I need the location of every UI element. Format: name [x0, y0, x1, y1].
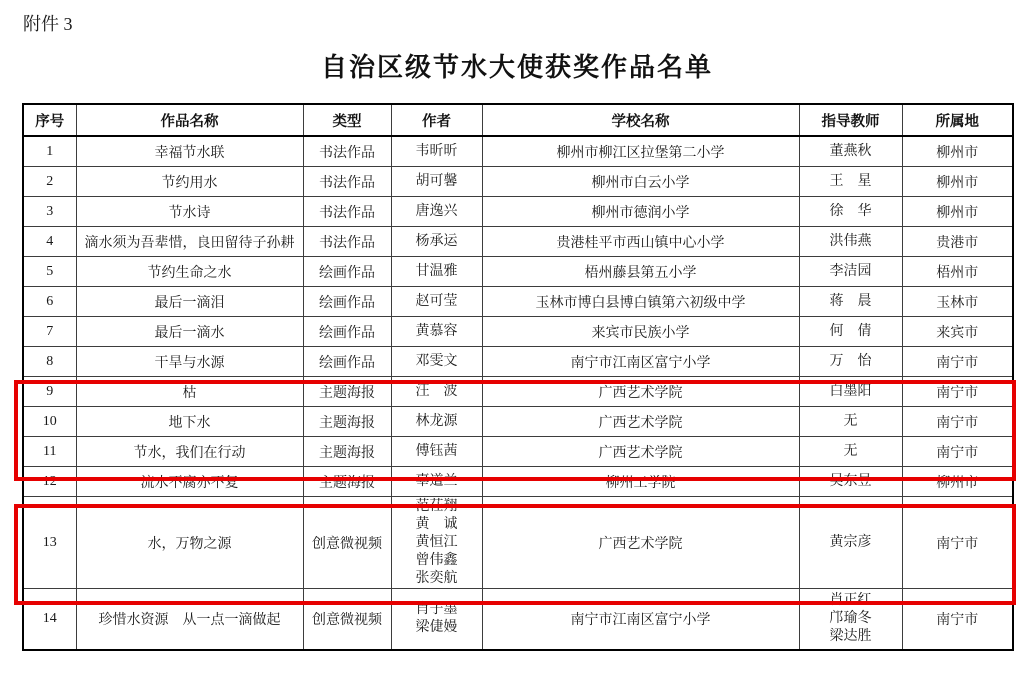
- work-title-cell: 珍惜水资源 从一点一滴做起: [76, 589, 303, 651]
- work-type-cell: 书法作品: [303, 167, 391, 197]
- school-name-cell: 南宁市江南区富宁小学: [482, 347, 799, 377]
- teachers-cell-line: 无: [843, 443, 858, 459]
- work-title-cell: 水，万物之源: [76, 497, 303, 589]
- work-type-cell: 主题海报: [303, 467, 391, 497]
- row-number-cell: 4: [23, 227, 76, 257]
- authors-cell: [391, 437, 482, 467]
- row-number-cell: 2: [23, 167, 76, 197]
- work-type-cell: 主题海报: [303, 437, 391, 467]
- location-cell: 柳州市: [902, 197, 1013, 227]
- authors-cell: [391, 377, 482, 407]
- teachers-cell-line: 黄宗彦: [829, 534, 872, 550]
- teachers-cell: [799, 287, 902, 317]
- teachers-cell-line: 白墨阳: [829, 383, 872, 399]
- authors-cell-line: 邓雯文: [415, 353, 458, 369]
- authors-cell: [391, 136, 482, 167]
- table-row: [23, 497, 1013, 589]
- column-header-1: 作品名称: [76, 104, 303, 136]
- location-cell: 南宁市: [902, 437, 1013, 467]
- teachers-cell-line: 洪伟燕: [829, 233, 872, 249]
- table-body: [23, 136, 1013, 650]
- teachers-cell-line: 王 星: [829, 173, 872, 189]
- work-type-cell: 主题海报: [303, 407, 391, 437]
- school-name-cell: 玉林市博白县博白镇第六初级中学: [482, 287, 799, 317]
- authors-cell-line: 韦昕昕: [415, 143, 458, 159]
- column-header-5: 指导教师: [799, 104, 902, 136]
- teachers-cell-line: 吴东昱: [829, 473, 872, 489]
- location-cell: 玉林市: [902, 287, 1013, 317]
- column-header-4: 学校名称: [482, 104, 799, 136]
- location-cell: 南宁市: [902, 377, 1013, 407]
- work-title-cell: 节水，我们在行动: [76, 437, 303, 467]
- authors-cell: [391, 287, 482, 317]
- table-row: [23, 136, 1013, 167]
- location-cell: 贵港市: [902, 227, 1013, 257]
- table-row: [23, 317, 1013, 347]
- school-name-cell: 柳州市柳江区拉堡第二小学: [482, 136, 799, 167]
- work-type-cell: 书法作品: [303, 227, 391, 257]
- authors-cell-line: 傅钰茜: [415, 443, 458, 459]
- work-title-cell: 地下水: [76, 407, 303, 437]
- work-title-cell: 节约用水: [76, 167, 303, 197]
- teachers-cell: [799, 197, 902, 227]
- authors-cell: [391, 257, 482, 287]
- teachers-cell: [799, 437, 902, 467]
- work-title-cell: 流水不腐亦不复: [76, 467, 303, 497]
- teachers-cell: [799, 136, 902, 167]
- teachers-cell: [799, 347, 902, 377]
- column-header-6: 所属地: [902, 104, 1013, 136]
- school-name-cell: 广西艺术学院: [482, 377, 799, 407]
- work-title-cell: 最后一滴水: [76, 317, 303, 347]
- teachers-cell-line: 李洁园: [829, 263, 872, 279]
- location-cell: 梧州市: [902, 257, 1013, 287]
- teachers-cell: [799, 589, 902, 651]
- authors-cell-line: 梁倢嫚: [415, 620, 458, 635]
- teachers-cell-line: 邝瑜冬: [829, 611, 872, 626]
- authors-cell-line: 肖子墨: [415, 602, 458, 617]
- row-number-cell: 6: [23, 287, 76, 317]
- teachers-cell-line: 肖正红: [829, 593, 872, 608]
- table-row: [23, 437, 1013, 467]
- table-header-row: [23, 104, 1013, 136]
- row-number-cell: 8: [23, 347, 76, 377]
- work-type-cell: 绘画作品: [303, 257, 391, 287]
- authors-cell: [391, 227, 482, 257]
- teachers-cell: [799, 257, 902, 287]
- authors-cell: [391, 497, 482, 589]
- teachers-cell-line: 无: [843, 413, 858, 429]
- location-cell: 南宁市: [902, 497, 1013, 589]
- teachers-cell-line: 万 怡: [829, 353, 872, 369]
- work-type-cell: 绘画作品: [303, 317, 391, 347]
- work-title-cell: 干旱与水源: [76, 347, 303, 377]
- authors-cell-line: 胡可馨: [415, 173, 458, 189]
- row-number-cell: 5: [23, 257, 76, 287]
- authors-cell-line: 黄 诚: [415, 516, 458, 532]
- row-number-cell: 13: [23, 497, 76, 589]
- school-name-cell: 南宁市江南区富宁小学: [482, 589, 799, 651]
- work-title-cell: 滴水须为吾辈惜，良田留待子孙耕: [76, 227, 303, 257]
- authors-cell: [391, 589, 482, 651]
- location-cell: 来宾市: [902, 317, 1013, 347]
- school-name-cell: 广西艺术学院: [482, 437, 799, 467]
- row-number-cell: 3: [23, 197, 76, 227]
- work-type-cell: 书法作品: [303, 197, 391, 227]
- teachers-cell-line: 蒋 晨: [829, 293, 872, 309]
- authors-cell: [391, 167, 482, 197]
- location-cell: 南宁市: [902, 589, 1013, 651]
- teachers-cell: [799, 167, 902, 197]
- row-number-cell: 11: [23, 437, 76, 467]
- row-number-cell: 14: [23, 589, 76, 651]
- school-name-cell: 柳州市白云小学: [482, 167, 799, 197]
- authors-cell: [391, 407, 482, 437]
- work-title-cell: 幸福节水联: [76, 136, 303, 167]
- work-type-cell: 绘画作品: [303, 347, 391, 377]
- school-name-cell: 梧州藤县第五小学: [482, 257, 799, 287]
- work-type-cell: 书法作品: [303, 136, 391, 167]
- table-row: [23, 287, 1013, 317]
- authors-cell-line: 汪 波: [415, 383, 458, 399]
- authors-cell-line: 唐逸兴: [415, 203, 458, 219]
- teachers-cell: [799, 227, 902, 257]
- work-type-cell: 主题海报: [303, 377, 391, 407]
- authors-cell: [391, 347, 482, 377]
- work-type-cell: 绘画作品: [303, 287, 391, 317]
- teachers-cell: [799, 497, 902, 589]
- location-cell: 柳州市: [902, 167, 1013, 197]
- authors-cell-line: 张奕航: [415, 570, 458, 586]
- authors-cell-line: 林龙源: [415, 413, 458, 429]
- table-row: [23, 257, 1013, 287]
- teachers-cell: [799, 467, 902, 497]
- school-name-cell: 柳州市德润小学: [482, 197, 799, 227]
- table-row: [23, 347, 1013, 377]
- location-cell: 南宁市: [902, 347, 1013, 377]
- authors-cell: [391, 467, 482, 497]
- table-row: [23, 167, 1013, 197]
- table-row: [23, 589, 1013, 651]
- school-name-cell: 广西艺术学院: [482, 407, 799, 437]
- authors-cell-line: 曾伟鑫: [415, 552, 458, 568]
- table-row: [23, 467, 1013, 497]
- location-cell: 柳州市: [902, 136, 1013, 167]
- attachment-label: 附件 3: [23, 14, 73, 34]
- school-name-cell: 柳州工学院: [482, 467, 799, 497]
- work-type-cell: 创意微视频: [303, 589, 391, 651]
- location-cell: 南宁市: [902, 407, 1013, 437]
- authors-cell: [391, 317, 482, 347]
- teachers-cell-line: 董燕秋: [829, 143, 872, 159]
- table-row: [23, 227, 1013, 257]
- teachers-cell: [799, 377, 902, 407]
- teachers-cell: [799, 407, 902, 437]
- teachers-cell-line: 何 倩: [829, 323, 872, 339]
- row-number-cell: 12: [23, 467, 76, 497]
- row-number-cell: 9: [23, 377, 76, 407]
- work-title-cell: 最后一滴泪: [76, 287, 303, 317]
- authors-cell-line: 黄慕容: [415, 323, 458, 339]
- row-number-cell: 10: [23, 407, 76, 437]
- teachers-cell-line: 梁达胜: [829, 629, 872, 644]
- table-row: [23, 197, 1013, 227]
- authors-cell-line: 甘温雅: [415, 263, 458, 279]
- work-title-cell: 节水诗: [76, 197, 303, 227]
- award-table: [22, 103, 1014, 651]
- row-number-cell: 7: [23, 317, 76, 347]
- school-name-cell: 广西艺术学院: [482, 497, 799, 589]
- row-number-cell: 1: [23, 136, 76, 167]
- column-header-0: 序号: [23, 104, 76, 136]
- authors-cell-line: 范茌翔: [415, 498, 458, 514]
- school-name-cell: 贵港桂平市西山镇中心小学: [482, 227, 799, 257]
- column-header-3: 作者: [391, 104, 482, 136]
- authors-cell-line: 辜道兰: [415, 473, 458, 489]
- teachers-cell-line: 徐 华: [829, 203, 872, 219]
- location-cell: 柳州市: [902, 467, 1013, 497]
- teachers-cell: [799, 317, 902, 347]
- page-title: 自治区级节水大使获奖作品名单: [320, 53, 713, 82]
- column-header-2: 类型: [303, 104, 391, 136]
- authors-cell-line: 杨承运: [415, 233, 458, 249]
- work-type-cell: 创意微视频: [303, 497, 391, 589]
- authors-cell-line: 黄恒江: [415, 534, 458, 550]
- table-row: [23, 407, 1013, 437]
- school-name-cell: 来宾市民族小学: [482, 317, 799, 347]
- work-title-cell: 枯: [76, 377, 303, 407]
- work-title-cell: 节约生命之水: [76, 257, 303, 287]
- authors-cell: [391, 197, 482, 227]
- table-row: [23, 377, 1013, 407]
- authors-cell-line: 赵可莹: [415, 293, 458, 309]
